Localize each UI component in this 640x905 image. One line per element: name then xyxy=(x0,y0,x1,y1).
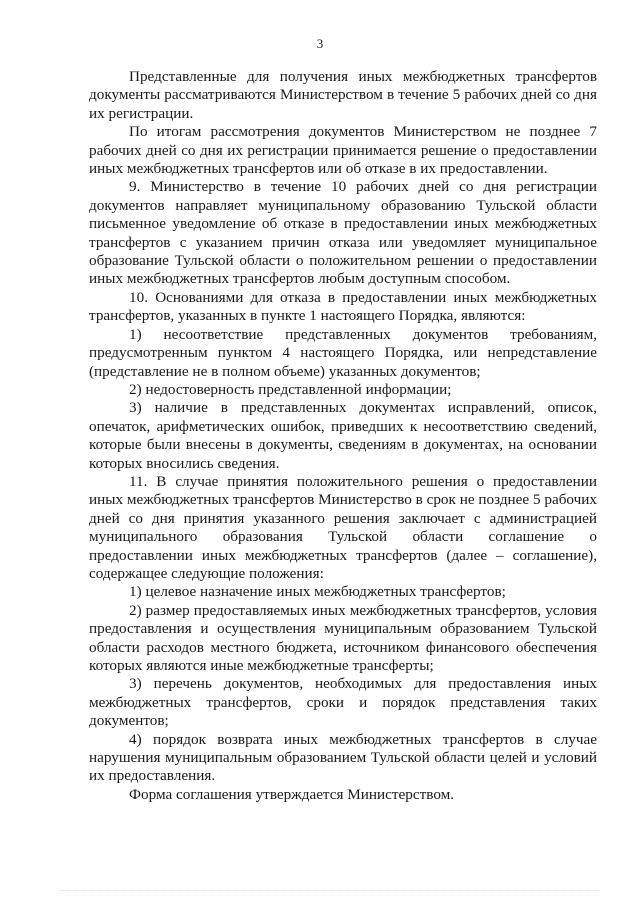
scan-artifact-line xyxy=(60,890,600,893)
paragraph-clause-11-item-2: 2) размер предоставляемых иных межбюджетных трансфертов, условия предоставления и осуществления муниципальным образованием Тульской области расходов местного бюджета, источником финансового обеспечения которых являются иные межбюджетные трансферты; xyxy=(89,601,597,674)
paragraph-clause-11-item-4: 4) порядок возврата иных межбюджетных трансфертов в случае нарушения муниципальным образованием Тульской области целей и условий их предоставления. xyxy=(89,730,597,785)
paragraph-clause-11: 11. В случае принятия положительного решения о предоставлении иных межбюджетных трансфертов Министерство в срок не позднее 5 рабочих дней со дня принятия указанного решения заключает с администрацией муниципального образования Тульской области соглашение о предоставлении иных межбюджетных трансфертов (далее – соглашение), содержащее следующие положения: xyxy=(89,472,597,582)
paragraph-clause-10: 10. Основаниями для отказа в предоставлении иных межбюджетных трансфертов, указанных в пункте 1 настоящего Порядка, являются: xyxy=(89,288,597,325)
paragraph-documents-review: Представленные для получения иных межбюджетных трансфертов документы рассматриваются Министерством в течение 5 рабочих дней со дня их регистрации. xyxy=(89,68,597,122)
paragraph-clause-11-item-3: 3) перечень документов, необходимых для предоставления иных межбюджетных трансфертов, сроки и порядок представления таких документов; xyxy=(89,675,597,730)
document-body xyxy=(89,68,597,804)
paragraph-clause-10-item-2: 2) недостоверность представленной информации; xyxy=(129,380,452,398)
paragraph-agreement-form: Форма соглашения утверждается Министерством. xyxy=(129,785,455,803)
page-number: 3 xyxy=(316,36,324,51)
paragraph-clause-10-item-3: 3) наличие в представленных документах исправлений, описок, опечаток, арифметических ошибок, приведших к несоответствию сведений, которые были внесены в документы, сведениям в документах, на основании которых вносились сведения. xyxy=(89,399,597,472)
paragraph-clause-10-item-1: 1) несоответствие представленных документов требованиям, предусмотренным пунктом 4 настоящего Порядка, или непредставление (представление не в полном объеме) указанных документов; xyxy=(89,325,597,380)
paragraph-clause-9: 9. Министерство в течение 10 рабочих дней со дня регистрации документов направляет муниципальному образованию Тульской области письменное уведомление об отказе в предоставлении иных межбюджетных трансфертов с указанием причин отказа или уведомляет муниципальное образование Тульской области о положительном решении о предоставлении иных межбюджетных трансфертов любым доступным способом. xyxy=(89,178,597,288)
paragraph-decision: По итогам рассмотрения документов Министерством не позднее 7 рабочих дней со дня их регистрации принимается решение о предоставлении иных межбюджетных трансфертов или об отказе в их предоставлении. xyxy=(89,123,597,178)
paragraph-clause-11-item-1: 1) целевое назначение иных межбюджетных трансфертов; xyxy=(129,583,506,601)
